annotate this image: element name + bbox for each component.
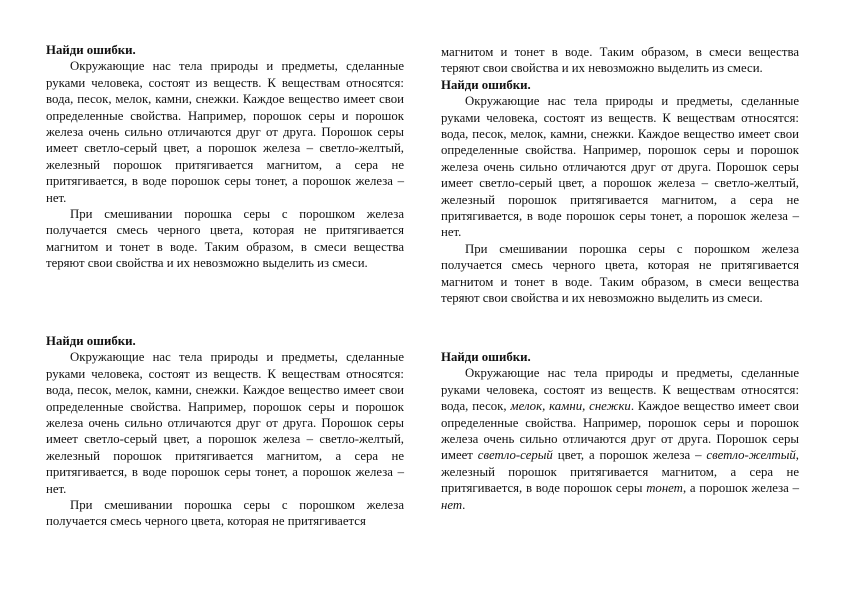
highlighted-error-substances: мелок, камни, снежки — [510, 399, 631, 414]
text-segment: , а порошок железа – — [682, 481, 799, 496]
paragraph-substances: Окружающие нас тела природы и предметы, сделанные руками человека, состоят из веществ. К веществам относятся: вода, песок, мелок, камни, снежки. Каждое вещество имеет свои определенные свойства. Например, порошок серы и порошок железа очень сильно отличаются друг от друга. Порошок серы имеет светло-серый цвет, а порошок железа – светло-желтый, железный порошок притягивается магнитом, а сера не притягивается, в воде порошок серы тонет, а порошок железа – нет. — [441, 94, 799, 240]
text-segment: цвет, а порошок железа – — [552, 448, 707, 463]
exercise-title: Найди ошибки. — [46, 334, 136, 348]
exercise-title: Найди ошибки. — [441, 77, 531, 92]
paragraph-mixture: При смешивании порошка серы с порошком железа получается смесь черного цвета, которая не притягивается магнитом и тонет в воде. Таким образом, в смеси вещества теряют свои свойства и их невозможно выделить из смеси. — [46, 207, 404, 271]
continuation-line-2: теряют свои свойства и их невозможно выделить из смеси. — [441, 61, 763, 76]
text-segment: К веществам относятся: вода, песок, — [441, 382, 799, 414]
highlighted-error-iron-color: светло-желтый — [706, 448, 796, 463]
paragraph-substances: Окружающие нас тела природы и предметы, сделанные руками человека, состоят из веществ. К веществам относятся: вода, песок, мелок, камни, снежки. Каждое вещество имеет свои определенные свойства. Например, порошок серы и порошок железа очень сильно отличаются друг от друга. Порошок серы имеет светло-серый цвет, а порошок железа – светло-желтый, железный порошок притягивается магнитом, а сера не притягивается, в воде порошок серы тонет, а порошок железа – нет. — [46, 59, 404, 205]
text-segment: . Каждое вещество имеет свои определенные свойства. Например, порошок серы и порошок железа очень сильно отличаются друг от друга. Порошок серы имеет — [441, 399, 799, 463]
text-segment: Окружающие нас тела природы и предметы, сделанные руками человека, состоят из веществ. — [441, 366, 799, 397]
exercise-title: Найди ошибки. — [441, 350, 531, 364]
paragraph-mixture-partial: При смешивании порошка серы с порошком железа получается смесь черного цвета, которая не притягивается — [46, 498, 404, 529]
exercise-block-top-left — [46, 42, 404, 272]
highlighted-error-sinks: тонет — [646, 481, 683, 496]
highlighted-error-sulfur-color: светло-серый — [477, 448, 553, 463]
text-segment: , железный порошок притягивается магнитом, а сера не притягивается, в воде порошок серы — [441, 448, 799, 496]
exercise-block-bottom-left — [46, 333, 404, 530]
exercise-title: Найди ошибки. — [46, 43, 136, 57]
paragraph-substances: Окружающие нас тела природы и предметы, сделанные руками человека, состоят из веществ. К веществам относятся: вода, песок, мелок, камни, снежки. Каждое вещество имеет свои определенные свойства. Например, порошок серы и порошок железа очень сильно отличаются друг от друга. Порошок серы имеет светло-серый цвет, а порошок железа – светло-желтый, железный порошок притягивается магнитом, а сера не притягивается, в воде порошок серы тонет, а порошок железа – нет. — [46, 350, 404, 496]
paragraph-highlighted-errors — [441, 365, 799, 513]
exercise-block-top-right — [441, 44, 799, 307]
exercise-block-bottom-right — [441, 349, 799, 513]
continuation-line-1: магнитом и тонет в воде. Таким образом, в смеси вещества — [441, 45, 799, 59]
text-segment: . — [462, 497, 466, 512]
highlighted-error-no: нет — [441, 497, 463, 512]
paragraph-mixture: При смешивании порошка серы с порошком железа получается смесь черного цвета, которая не притягивается магнитом и тонет в воде. Таким образом, в смеси вещества теряют свои свойства и их невозможно выделить из смеси. — [441, 241, 799, 306]
